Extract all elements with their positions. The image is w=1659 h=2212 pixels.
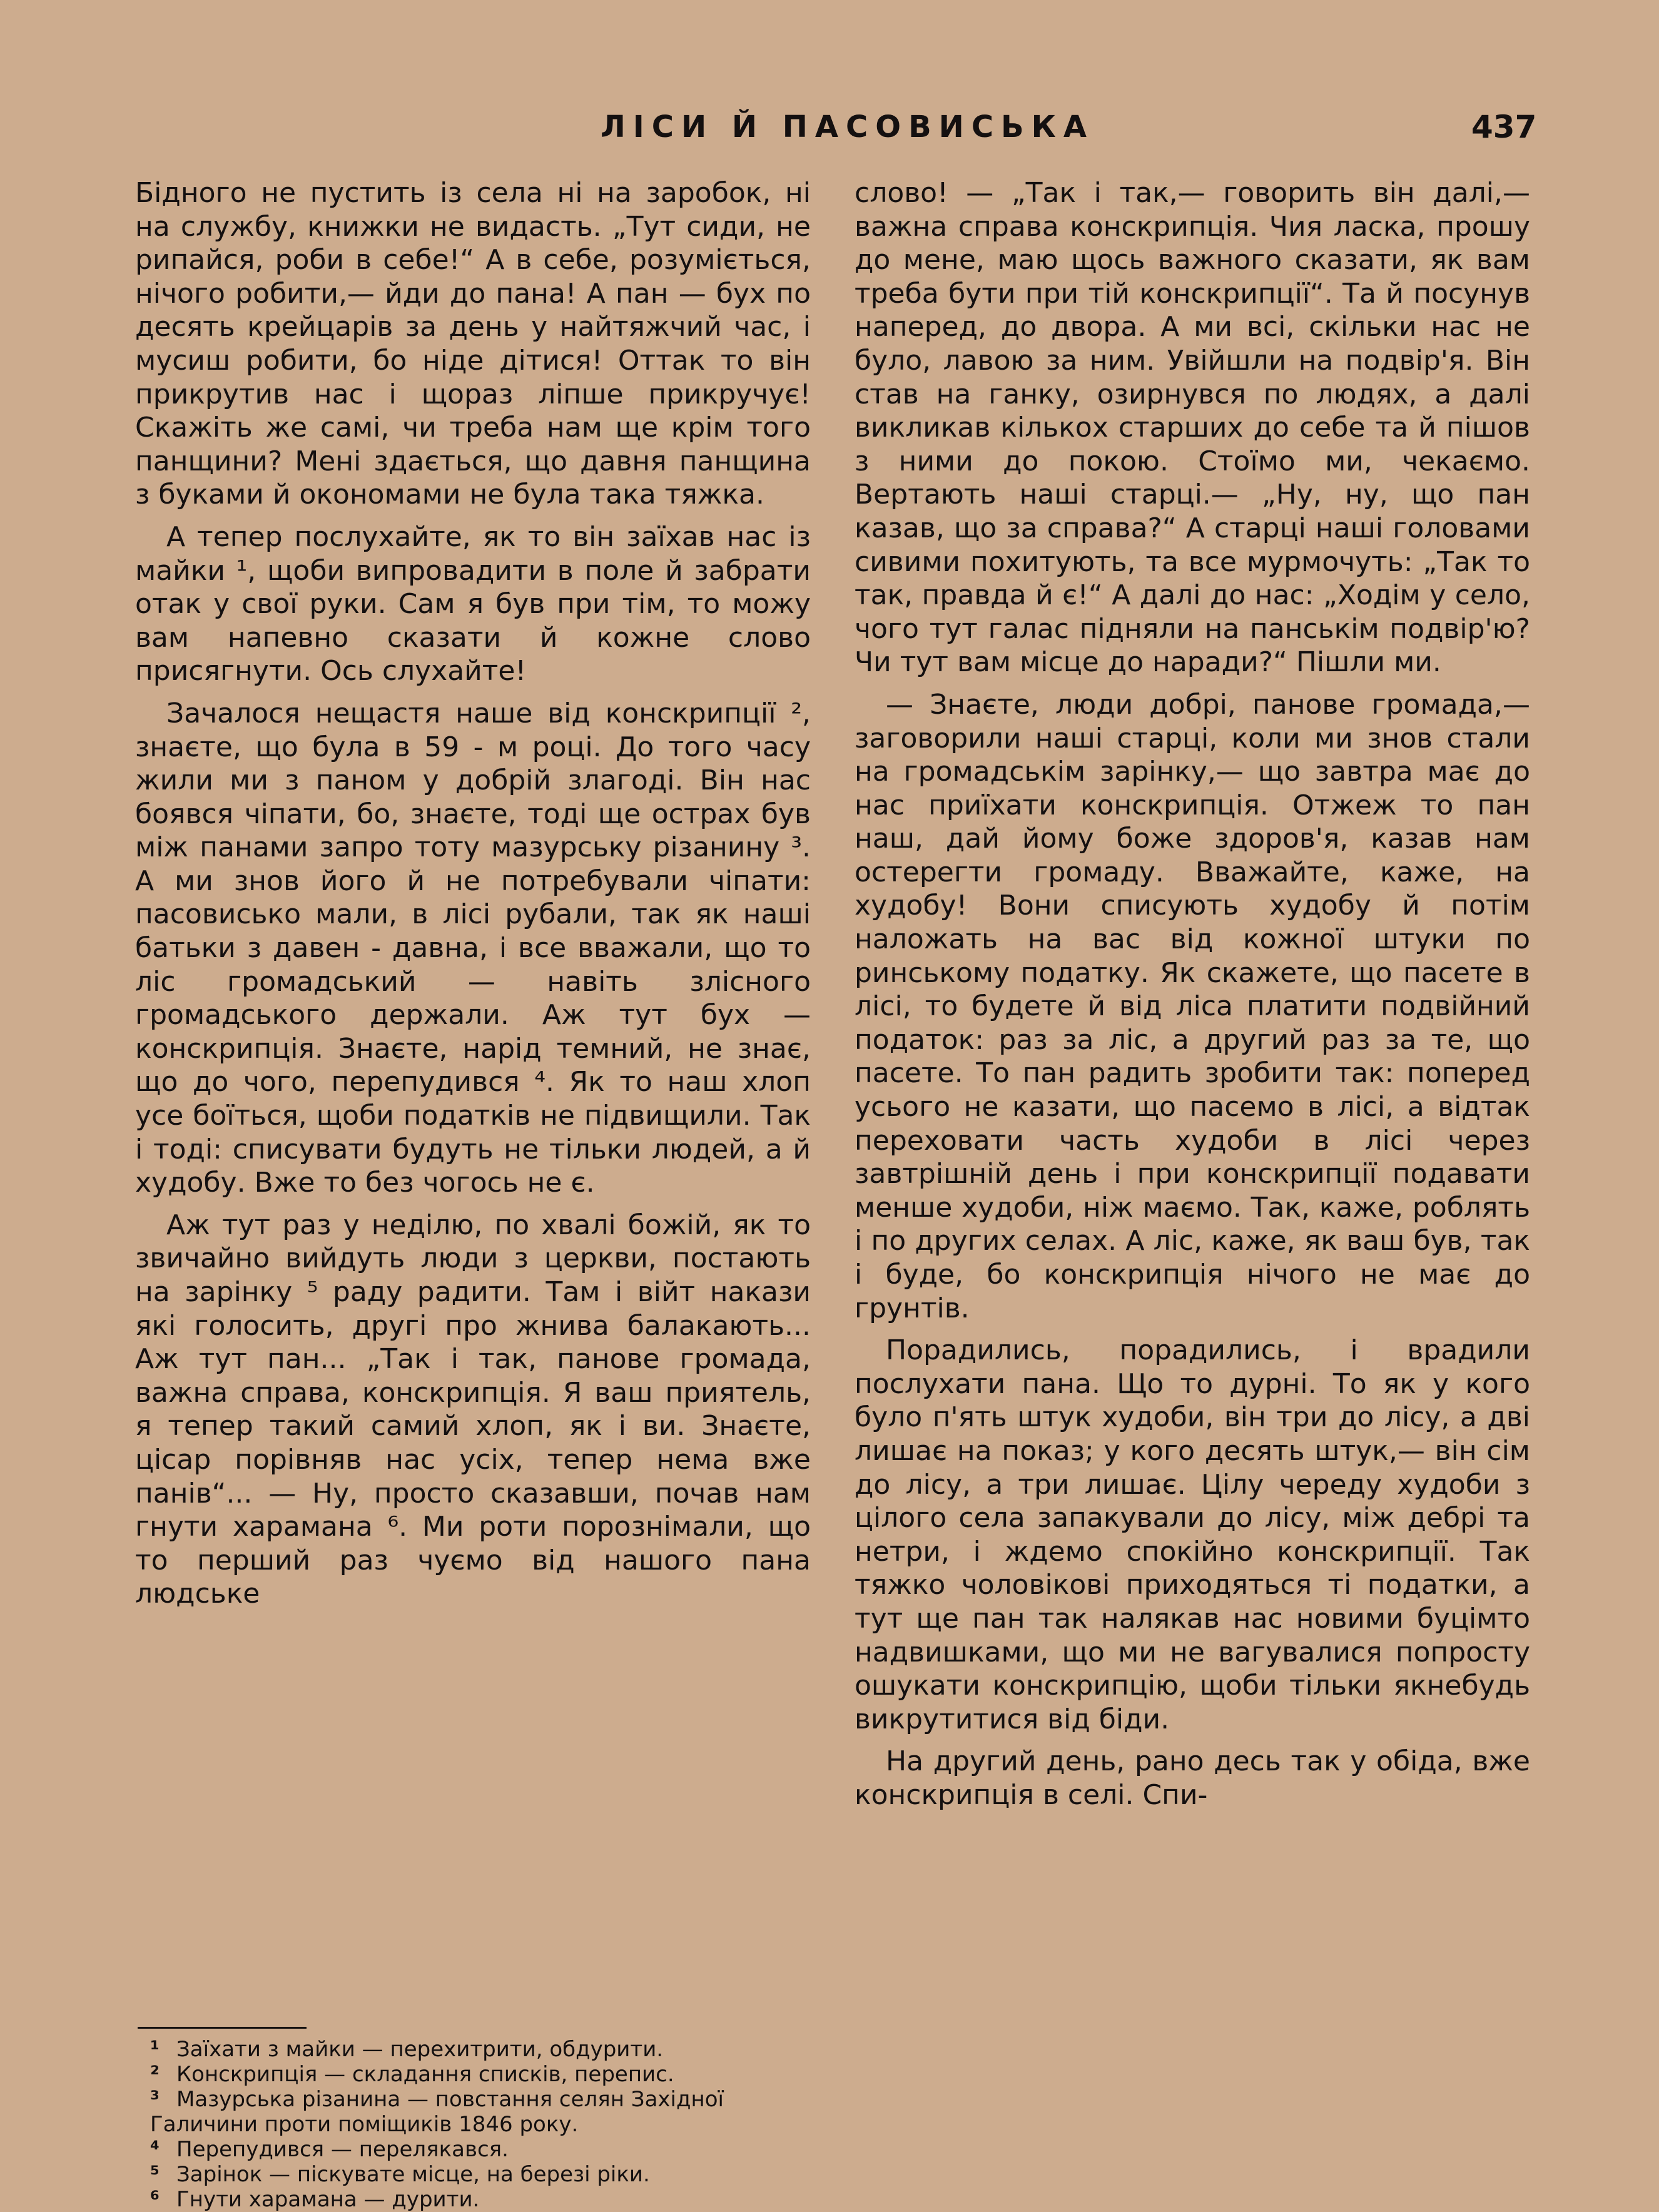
paragraph: Аж тут раз у неділю, по хвалі божій, як то звичайно вийдуть люди з церкви, постають на зарінку ⁵ раду радити. Там і війт накази які голосить, другі про жнива балакають... Аж тут пан... „Так і так, панове громада, важна справа, конскрипція. Я ваш приятель, я тепер такий самий хлоп, як і ви. Знаєте, цісар порівняв нас усіх, тепер нема вже панів“... — Ну, просто сказавши, почав нам гнути харамана ⁶. Ми роти порознімали, що то перший раз чуємо від нашого пана людське: [135, 1209, 811, 1610]
footnote: [150, 2187, 813, 2212]
footnotes: [150, 2037, 813, 2212]
footnote-text: Конскрипція — складання списків, перепис.: [176, 2062, 674, 2087]
paragraph: Порадились, порадились, і врадили послухати пана. Що то дурні. То як у кого було п'ять штук худоби, він три до лісу, а дві лишає на показ; у кого десять штук,— він сім до лісу, а три лишає. Цілу череду худоби з цілого села запакували до лісу, між дебрі та нетри, і ждемо спокійно конскрипції. Так тяжко чоловікові приходяться ті податки, а тут ще пан так налякав нас новими буцімто надвишками, що ми не вагувалися попросту ошукати конскрипцію, щоби тільки якнебудь викрутитися від біди.: [855, 1334, 1530, 1735]
footnote-divider: [138, 2027, 307, 2029]
right-column: [855, 176, 1530, 1812]
footnote: [150, 2037, 813, 2062]
footnote-mark: ¹: [150, 2037, 160, 2062]
paragraph: слово! — „Так і так,— говорить він далі,— важна справа конскрипція. Чия ласка, прошу до мене, маю щось важного сказати, як вам треба бути при тій конскрипції“. Та й посунув наперед, до двора. А ми всі, скільки нас не було, лавою за ним. Увійшли на подвір'я. Він став на ганку, озирнувся по людях, а далі викликав кількох старших до себе та й пішов з ними до покою. Стоїмо ми, чекаємо. Вертають наші старці.— „Ну, ну, що пан казав, що за справа?“ А старці наші головами сивими похитують, та все мурмочуть: „Так то так, правда й є!“ А далі до нас: „Ходім у село, чого тут галас підняли на панськім подвір'ю? Чи тут вам місце до наради?“ Пішли ми.: [855, 177, 1530, 679]
paragraph: А тепер послухайте, як то він заїхав нас із майки ¹, щоби випровадити в поле й забрати отак у свої руки. Сам я був при тім, то можу вам напевно сказати й кожне слово присягнути. Ось слухайте!: [135, 520, 811, 687]
footnote-text: Гнути харамана — дурити.: [176, 2187, 480, 2212]
page-number: 437: [1471, 109, 1537, 145]
running-title: ЛІСИ Й ПАСОВИСЬКА: [601, 109, 1095, 145]
footnote: [150, 2062, 813, 2087]
footnote-text: Заїхати з майки — перехитрити, обдурити.: [176, 2037, 664, 2062]
footnote-mark: ⁵: [150, 2162, 160, 2187]
paragraph: Зачалося нещастя наше від конскрипції ², знаєте, що була в 59 - м році. До того часу жили ми з паном у добрій злагоді. Він нас боявся чіпати, бо, знаєте, тоді ще острах був між панами запро тоту мазурську різанину ³. А ми знов його й не потребували чіпати: пасовисько мали, в лісі рубали, так як наші батьки з давен - давна, і все вважали, що то ліс громадський — навіть злісного громадського держали. Аж тут бух — конскрипція. Знаєте, нарід темний, не знає, що до чого, перепудився ⁴. Як то наш хлоп усе боїться, щоби податків не підвищили. Так і тоді: списувати будуть не тільки людей, а й худобу. Вже то без чогось не є.: [135, 697, 811, 1199]
paragraph: — Знаєте, люди добрі, панове громада,— заговорили наші старці, коли ми знов стали на громадськім зарінку,— що завтра має до нас приїхати конскрипція. Отжеж то пан наш, дай йому боже здоров'я, казав нам остерегти громаду. Вважайте, каже, на худобу! Вони списують худобу й потім наложать на вас від кожної штуки по ринському податку. Як скажете, що пасете в лісі, то будете й від ліса платити подвійний податок: раз за ліс, а другий раз за те, що пасете. То пан радить зробити так: поперед усього не казати, що пасемо в лісі, а відтак переховати часть худоби в лісі через завтрішній день і при конскрипції подавати менше худоби, ніж маємо. Так, каже, роблять і по других селах. А ліс, каже, як ваш був, так і буде, бо конскрипція нічого не має до грунтів.: [855, 688, 1530, 1324]
footnote-text: Зарінок — піскувате місце, на березі ріки.: [176, 2162, 650, 2187]
footnote: [150, 2137, 813, 2162]
footnote-mark: ⁴: [150, 2137, 160, 2162]
footnote-text: Мазурська різанина — повстання селян Західної Галичини проти поміщиків 1846 року.: [150, 2087, 724, 2137]
footnote: [150, 2087, 813, 2137]
footnote-mark: ⁶: [150, 2187, 160, 2212]
footnote-mark: ²: [150, 2062, 160, 2087]
footnote: [150, 2162, 813, 2187]
paragraph: На другий день, рано десь так у обіда, вже конскрипція в селі. Спи-: [855, 1745, 1530, 1811]
footnote-mark: ³: [150, 2087, 160, 2112]
left-column: [135, 176, 811, 1611]
footnote-text: Перепудився — перелякався.: [176, 2137, 509, 2162]
paragraph: Бідного не пустить із села ні на заробок, ні на службу, книжки не видасть. „Тут сиди, не рипайся, роби в себе!“ А в себе, розуміється, нічого робити,— йди до пана! А пан — бух по десять крейцарів за день у найтяжчий час, і мусиш робити, бо ніде дітися! Оттак то він прикрутив нас і щораз ліпше прикручує! Скажіть же самі, чи треба нам ще крім того панщини? Мені здається, що давня панщина з буками й окономами не була така тяжка.: [135, 177, 811, 511]
